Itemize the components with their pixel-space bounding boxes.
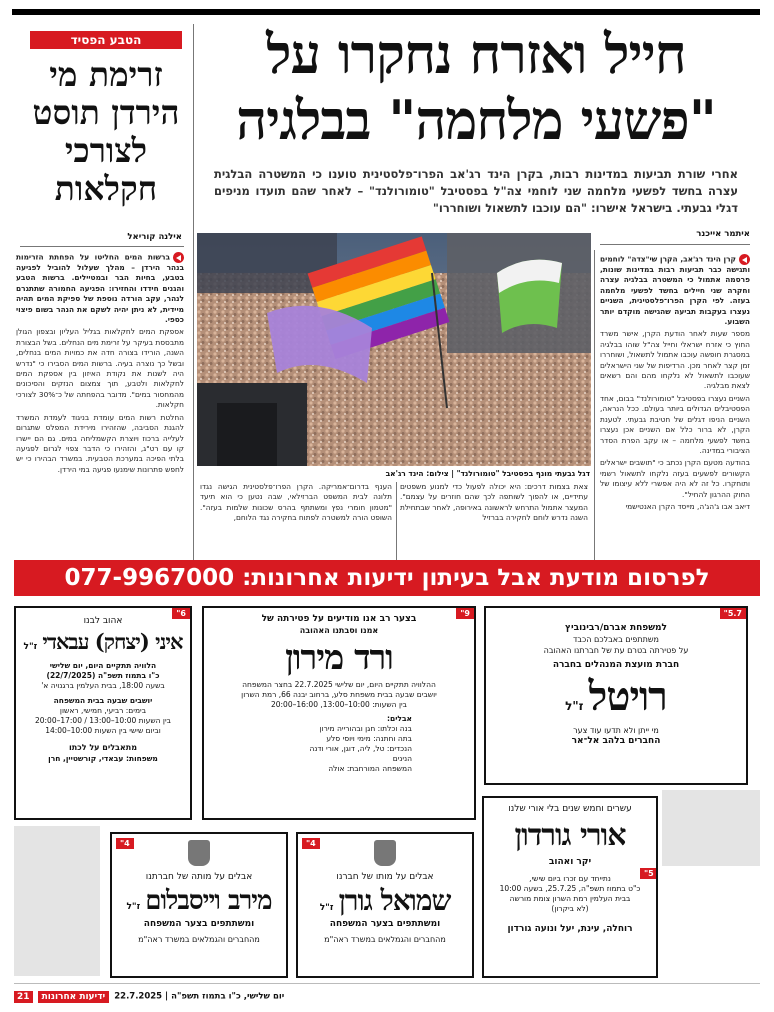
notice-suffix: ז"ל: [126, 902, 141, 912]
main-paragraph: השניים נעצרו בפסטיבל "טומורולנד" בבום, אחד הפסטיבלים הגדולים ביותר בעולם. ככל הנראה, השניים הניפו דגלים של חטיבת גבעתי. לטענת הקרן, לא ברור כלל אם השניים אכן נעצרו בחשד לפשעי מלחמה – או עקב הפרת הסדר הציבורי במדינה.: [600, 393, 750, 455]
notice-sign: מהחברים והגמלאים במשרד ראה"מ: [138, 935, 260, 944]
column-divider: [396, 482, 397, 560]
main-paragraph: קרן הינד רג'אב, הקרן שי"צדה" לוחמים ותגישה כבר תביעות רבות במדינות שונות, פרסמה אתמול כי המשטרה בבלגיה עצרה וחקרה שני חיילים בחשד לפשעי מלחמה בעזה. לפי הקרן הפרו־פלסטינית, השניים נעצרו בעקבות תביעה שהגישה מוקדם יותר השבוע.: [600, 254, 750, 327]
notice-line: בין השעות 10:00–13:00 / 17:00–20:00: [34, 716, 171, 725]
notice-top: אבלים על מותו של חברנו: [336, 872, 434, 882]
mourner-line: הנכדים: טל, ליה, דוגן, אורי ודנה: [309, 744, 412, 753]
notice-name: ורד מירון: [285, 638, 393, 678]
column-divider: [193, 24, 194, 560]
notice-line: ומשתתפים בצער המשפחה: [329, 919, 441, 929]
main-middle-column: צאת בצמות דרכים: היא יכולה לפעול כדי למנוע משפטים עתידיים, או להפוך לשותפה לכך שהם חוזרים על עצמם". המעצר אתמול התרחש לראשונה באירופה, לאחר שבתחילת השנה נדרש לוחם לחקירה בברזיל: [400, 482, 588, 523]
notice-name-row: [298, 883, 472, 919]
mourners-title: אבלים:: [386, 714, 412, 723]
section-label: הטבע הפסיד: [30, 31, 182, 49]
notice-name: איני (יצחק) עבאדי: [42, 629, 183, 654]
notice-line: כ"ט בתמוז תשפ"ה, 25.7.25, בשעה 10:00: [499, 884, 641, 893]
notice-uri-gordon: [482, 796, 658, 978]
notice-revital: [484, 606, 748, 785]
side-byline-rule: [20, 246, 184, 247]
notice-line: נתייחד עם זכרו ביום שישי,: [529, 874, 611, 883]
notice-top: עשרים וחמש שנים בלי אורי שלנו: [508, 804, 632, 814]
notice-line: כ"ו בתמוז תשפ"ה (22/7/2025): [46, 671, 160, 680]
main-left-column: הענף בדרום־אמריקה. הקרן הפרו־פלסטינית הגישה נגדו תלונה לבית המשפט הברזילאי, שבה נטען כי הוא תיעד "מטמון חומרי נפץ ומשתתף בהרס שכונות שלמות בעזה". השופט הורה למשטרה לפתוח בחקירה נגד הלוחם,: [200, 482, 392, 523]
notice-top: למשפחת אברם/רבינוביץ: [565, 623, 667, 633]
notice-sign: מהחברים והגמלאים במשרד ראה"מ: [324, 935, 446, 944]
state-emblem-icon: [374, 840, 396, 866]
main-paragraph: מספר שעות לאחר הודעת הקרן, אישר משרד החוץ כי אזרח ישראלי וחייל צה"ל שוהו בבלגיה במסגרת חופשה עוכבו אתמול לתשאול, ושוחררו זמן קצר לאחר מכן. הרדיפות של שני הישראלים שעוכבו לתשאול לא נלקחו מהם והם רשאים לצאת מבלגיה.: [600, 329, 750, 391]
page-number: 21: [14, 991, 33, 1003]
notice-line: מי ייתן ולא תדעו עוד צער: [573, 726, 659, 735]
mourners-list: [204, 714, 474, 774]
photo-caption: דגל גבעתי מונף בפסטיבל "טומורולנד" | צילום: הינד רג'אב: [385, 469, 590, 478]
arrow-icon: [739, 254, 750, 265]
notice-vered-miron: [202, 606, 476, 820]
side-paragraph: החלטת רשות המים עומדת בניגוד לעמדת המשרד להגנת הסביבה, שהזהירו מירידת המפלס שתגרום לעלייה ברכוז ויוצרת הקשמליחה במים. גם הם יישרו קו עם רט"ג, והזהירו כי הדבר צפוי לגרום לפגיעה בלתי הפיכה במערכת הטבעית. במשרד הבהירו כי יש לחפש פתרונות שימנעו פגיעה במי הירדן.: [16, 412, 184, 474]
notice-price: 4": [302, 838, 320, 849]
mourner-line: בנה וכלתו: חגן ובהורייה מירון: [319, 724, 412, 733]
notice-name-row: [486, 673, 746, 721]
notice-name: שמואל גורן: [338, 884, 451, 917]
notice-line: בשעה 18:00, בבית העלמין ברגנויה א': [41, 681, 165, 690]
notice-sign: החברים בלהב אל־אר: [571, 736, 661, 746]
notice-line: (לא ביקרון): [551, 904, 589, 913]
gray-filler-left: [14, 826, 100, 976]
festival-photo: [197, 233, 591, 466]
notice-line: על פטירתה בטרם עת של חברתנו האהובה: [543, 646, 689, 655]
column-divider: [594, 250, 595, 560]
state-emblem-icon: [188, 840, 210, 866]
notice-name-row: [16, 627, 190, 657]
notice-top: בצער רב אנו מודיעים על פטירתה של: [261, 614, 417, 624]
side-byline: אילנה קוריאל: [127, 232, 182, 242]
notice-line: יושבים שבעה בבית משפחת סלע, ברחוב יבנה 66, רמת השרון: [241, 690, 437, 699]
notice-top: אבלים על מותה של חברתנו: [145, 872, 253, 882]
main-right-column: [600, 254, 750, 560]
gray-filler-right: [662, 790, 760, 866]
ad-banner-text: לפרסום מודעת אבל בעיתון ידיעות אחרונות: 077-9967000: [64, 565, 710, 591]
main-headline: [198, 22, 754, 162]
notice-name: מירב וייסבלום: [145, 886, 272, 916]
side-paragraph: אספקת המים לחקלאות בגליל העליון ובצפון הגולן מתבססת בעיקר על זרימת מים הנחלים. בשל הבצורת השנה, הורידו בצורה חדה את כמויות המים בנחלים, ובשל כך נוצרה בעיה. ברשות המים הסבירו כי "נדרש היה לשנות את נקודת האיזון בין אספקת המים לחקלאות ולטבע, תוך צמצום הנזקים והסיכונים מהמחסור במים". מדובר בהפחתה של כ־30% לצורכי חקלאות.: [16, 327, 184, 410]
notice-suffix: ז"ל: [319, 903, 334, 913]
main-subhead: אחרי שורת תביעות במדינות רבות, בקרן הינד רג'אב הפרו־פלסטינית טוענו כי המשטרה הבלגית עצרה בחשד לפשעי מלחמה שני לוחמי צה"ל בפסטיבל "טומורולנד" – לאחר שהם תועדו מניפים דגלי גבעתי. בישראל אישרו: "הם עוכבו לתשאול ושוחררו": [214, 167, 738, 215]
notice-line: הלוויה תתקיים היום, יום שלישי: [49, 661, 157, 670]
notice-sign: רוחלה, עינת, יעל ונועה גורדון: [507, 924, 633, 934]
notice-line: בימים: רביעי, חמישי, ראשון: [59, 706, 147, 715]
notice-line: ההלוויה תתקיים היום, יום שלישי 22.7.2025 בחצר המשפחה: [242, 680, 436, 689]
notice-abadi: [14, 606, 192, 820]
paper-name: ידיעות אחרונות: [38, 991, 110, 1003]
main-paragraph: דיאב אבו ג'הג'ה, מייסד הקרן האנטישמי: [625, 501, 750, 511]
side-headline: זרימת מי הירדן תוסט לצורכי חקלאות: [32, 55, 180, 208]
notice-line: יושבים שבעה בבית המשפחה: [53, 696, 153, 705]
notice-suffix: ז"ל: [23, 642, 38, 652]
main-byline-rule: [600, 244, 750, 245]
notice-line: וביום שישי בין השעות 10:00–14:00: [45, 726, 161, 735]
notice-line: משתתפים באבלכם הכבד: [573, 635, 659, 644]
notice-price: 5.7": [720, 608, 746, 619]
notice-price: 5": [640, 868, 658, 879]
notice-name-row: [112, 883, 286, 919]
footer-rule: [14, 983, 760, 984]
festival-crowd-image: [197, 233, 591, 466]
arrow-icon: [173, 252, 184, 263]
mourner-line: הנינים: [392, 754, 412, 763]
notice-price: 6": [172, 608, 190, 619]
side-article-body: [16, 252, 184, 558]
footer: [14, 986, 344, 1000]
notice-org: חברת מועצת המנהלים בחברה: [552, 660, 680, 670]
main-headline-line-1: חייל ואזרח נחקרו על: [266, 22, 686, 86]
notice-sign: משפחות: עבאדי, קורשטיין, חרן: [48, 754, 158, 763]
notice-line: יקר ואהוב: [548, 857, 592, 867]
notice-line: ומשתתפים בצער המשפחה: [143, 919, 255, 929]
side-paragraph: ברשות המים החליטו על הפחתת הזרימות בנהר הירדן – מהלך שעלול להוביל לפגיעה בטבע, בחיות הבר ובמטיילים. ברשות הטבע והגנים חידדו והחזירו: הפגיעה החמורה שתתגרם לנהר, עקב הורדה נוספת של ספיקת המים תהיה מיידית, לא ניתן יהיה לשקם את הנהר בשום פיצוי כספי.: [16, 252, 184, 325]
notice-suffix: ז"ל: [565, 699, 584, 713]
notice-sign: המשפחה המורחבת: אולה: [328, 764, 412, 773]
notice-name: רויטל: [588, 673, 667, 720]
notice-top: אהוב לבנו: [83, 616, 123, 626]
notice-name: אורי גורדון: [514, 818, 626, 853]
main-byline: איתמר אייכנר: [696, 229, 750, 239]
issue-date: יום שלישי, כ"ו בתמוז תשפ"ה | 22.7.2025: [114, 991, 285, 1002]
notice-line: בבית העלמין רמת השרון צומת מורשה: [509, 894, 631, 903]
notice-price: 4": [116, 838, 134, 849]
main-paragraph: בהודעה מטעם הקרן נכתב כי "תושבים ישראלים הקשורים לפשעים בעזה נלקחו לתשאול רשמי ותוחקרו. כל זה לא היה אפשרי ללא עיצומו של החוק ההרגון להחיל".: [600, 458, 750, 499]
top-rule: [12, 9, 760, 15]
notice-sign-title: מתאבלים על לכתו: [68, 743, 138, 752]
notice-price: 9": [456, 608, 474, 619]
ad-banner[interactable]: [14, 560, 760, 596]
mourner-line: בתה וחתנה: מימי ויוסי סלע: [326, 734, 412, 743]
main-headline-line-2: "פשעי מלחמה" בבלגיה: [236, 88, 716, 152]
notice-line: אמנו וסבתנו האהובה: [299, 626, 379, 635]
notice-meirav-weissblum: [110, 832, 288, 978]
notice-line: בין השעות: 10:00–13:00, 16:00–20:00: [270, 700, 407, 709]
notice-shmuel-goren: [296, 832, 474, 978]
